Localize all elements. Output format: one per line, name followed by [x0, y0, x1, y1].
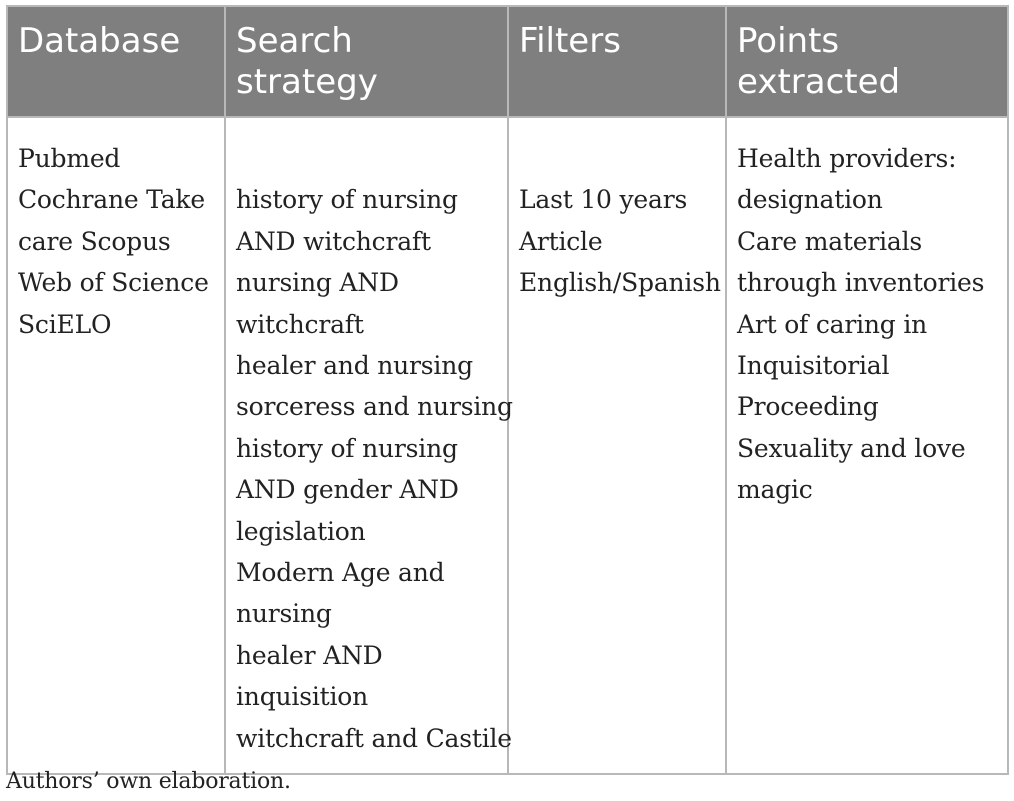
header-points-extracted-label-line-2: extracted — [737, 62, 901, 102]
search-line: witchcraft — [236, 309, 364, 339]
points-line: Inquisitorial — [737, 351, 890, 381]
points-line: Health providers: — [737, 144, 957, 173]
points-line: Proceeding — [737, 392, 879, 422]
header-row — [7, 6, 1008, 117]
filter-line: Article — [519, 226, 603, 256]
search-line: nursing AND — [236, 268, 399, 298]
database-line: Cochrane Take — [18, 185, 205, 215]
filter-line: Last 10 years — [519, 185, 688, 215]
database-line: SciELO — [18, 309, 112, 339]
points-line: magic — [737, 475, 813, 505]
filter-line: English/Spanish — [519, 268, 721, 298]
header-points-extracted-label: Points — [737, 21, 840, 61]
cell-points-extracted — [726, 117, 1008, 774]
header-points-extracted — [726, 6, 1008, 117]
points-line: Art of caring in — [737, 309, 928, 339]
header-database-label: Database — [18, 21, 181, 61]
search-line: AND witchcraft — [236, 226, 431, 256]
table-caption: Authors’ own elaboration. — [6, 769, 291, 794]
search-line: healer AND — [236, 640, 383, 670]
database-line: care Scopus — [18, 226, 171, 256]
points-line: Sexuality and love — [737, 433, 966, 463]
search-line: sorceress and nursing — [236, 392, 513, 422]
cell-search-strategy — [225, 117, 513, 774]
spacer — [236, 138, 497, 179]
database-line: Web of Science — [18, 268, 209, 298]
search-line: legislation — [236, 516, 366, 546]
search-line: history of nursing — [236, 433, 458, 463]
search-line: history of nursing — [236, 185, 458, 215]
header-database — [7, 6, 225, 117]
search-line: witchcraft and Castile — [236, 723, 512, 753]
search-strategy-table-container — [6, 5, 1007, 775]
header-filters-label: Filters — [519, 21, 621, 61]
cell-database — [7, 117, 225, 774]
header-search-strategy — [225, 6, 508, 117]
header-search-strategy-label-line-2: strategy — [236, 62, 378, 102]
spacer — [519, 138, 715, 179]
search-line: inquisition — [236, 682, 369, 712]
database-line: Pubmed — [18, 144, 121, 173]
search-line: healer and nursing — [236, 351, 473, 381]
points-line: Care materials — [737, 226, 923, 256]
search-strategy-table — [6, 5, 1009, 775]
header-search-strategy-label: Search — [236, 21, 353, 61]
search-line: nursing — [236, 599, 332, 629]
cell-filters — [508, 117, 726, 774]
search-line: AND gender AND — [236, 475, 459, 505]
points-line: through inventories — [737, 268, 985, 298]
header-filters — [508, 6, 726, 117]
points-line: designation — [737, 185, 883, 215]
search-line: Modern Age and — [236, 558, 445, 588]
table-row — [7, 117, 1008, 774]
